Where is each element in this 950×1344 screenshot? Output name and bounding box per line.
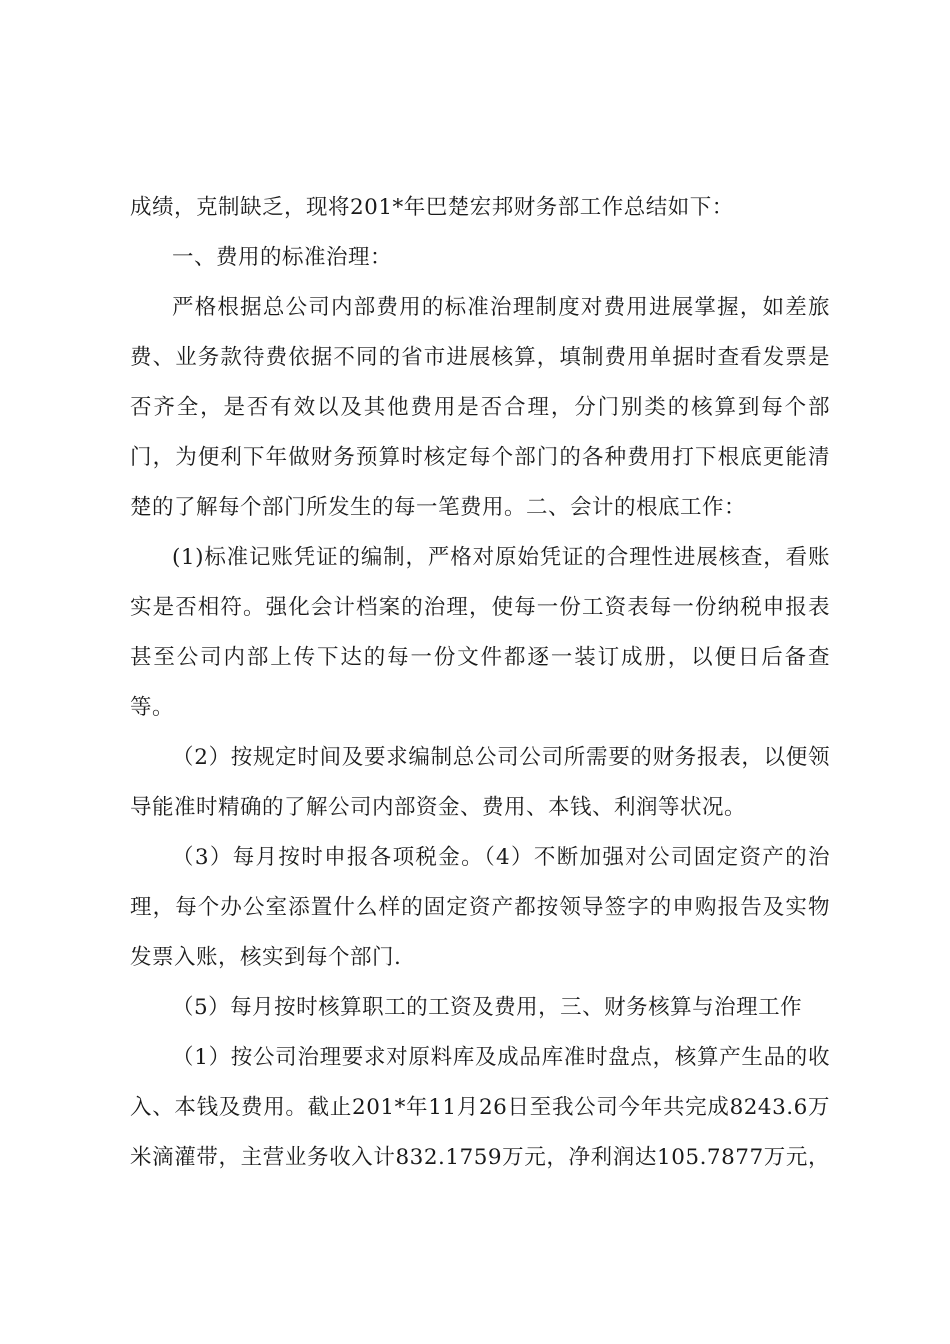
body-line: 发票入账，核实到每个部门. [130, 945, 402, 970]
body-line: 实是否相符。强化会计档案的治理，使每一份工资表每一份纳税申报表 [130, 595, 830, 620]
body-line: （5）每月按时核算职工的工资及费用，三、财务核算与治理工作 [172, 995, 803, 1020]
body-line: (1)标准记账凭证的编制，严格对原始凭证的合理性进展核查，看账 [172, 545, 830, 570]
body-line: 甚至公司内部上传下达的每一份文件都逐一装订成册，以便日后备查 [130, 645, 830, 670]
body-line: 楚的了解每个部门所发生的每一笔费用。二、会计的根底工作： [130, 495, 747, 520]
body-line: 导能准时精确的了解公司内部资金、费用、本钱、利润等状况。 [130, 795, 747, 820]
body-line: 否齐全，是否有效以及其他费用是否合理，分门别类的核算到每个部 [130, 395, 830, 420]
body-line: 成绩，克制缺乏，现将201*年巴楚宏邦财务部工作总结如下： [130, 195, 734, 220]
body-line: 费、业务款待费依据不同的省市进展核算，填制费用单据时查看发票是 [130, 345, 830, 370]
body-line: （1）按公司治理要求对原料库及成品库准时盘点，核算产生品的收 [172, 1045, 830, 1070]
body-line: 理，每个办公室添置什么样的固定资产都按领导签字的申购报告及实物 [130, 895, 830, 920]
body-line: 入、本钱及费用。截止201*年11月26日至我公司今年共完成8243.6万 [130, 1095, 830, 1120]
body-line: 等。 [130, 695, 175, 720]
body-line: （2）按规定时间及要求编制总公司公司所需要的财务报表，以便领 [172, 745, 830, 770]
body-line: 米滴灌带，主营业务收入计832.1759万元，净利润达105.7877万元， [130, 1145, 830, 1170]
body-line: 门，为便利下年做财务预算时核定每个部门的各种费用打下根底更能清 [130, 445, 830, 470]
section-heading: 一、费用的标准治理： [172, 245, 393, 270]
body-line: 严格根据总公司内部费用的标准治理制度对费用进展掌握，如差旅 [172, 295, 830, 320]
body-line: （3）每月按时申报各项税金。（4）不断加强对公司固定资产的治 [172, 845, 830, 870]
